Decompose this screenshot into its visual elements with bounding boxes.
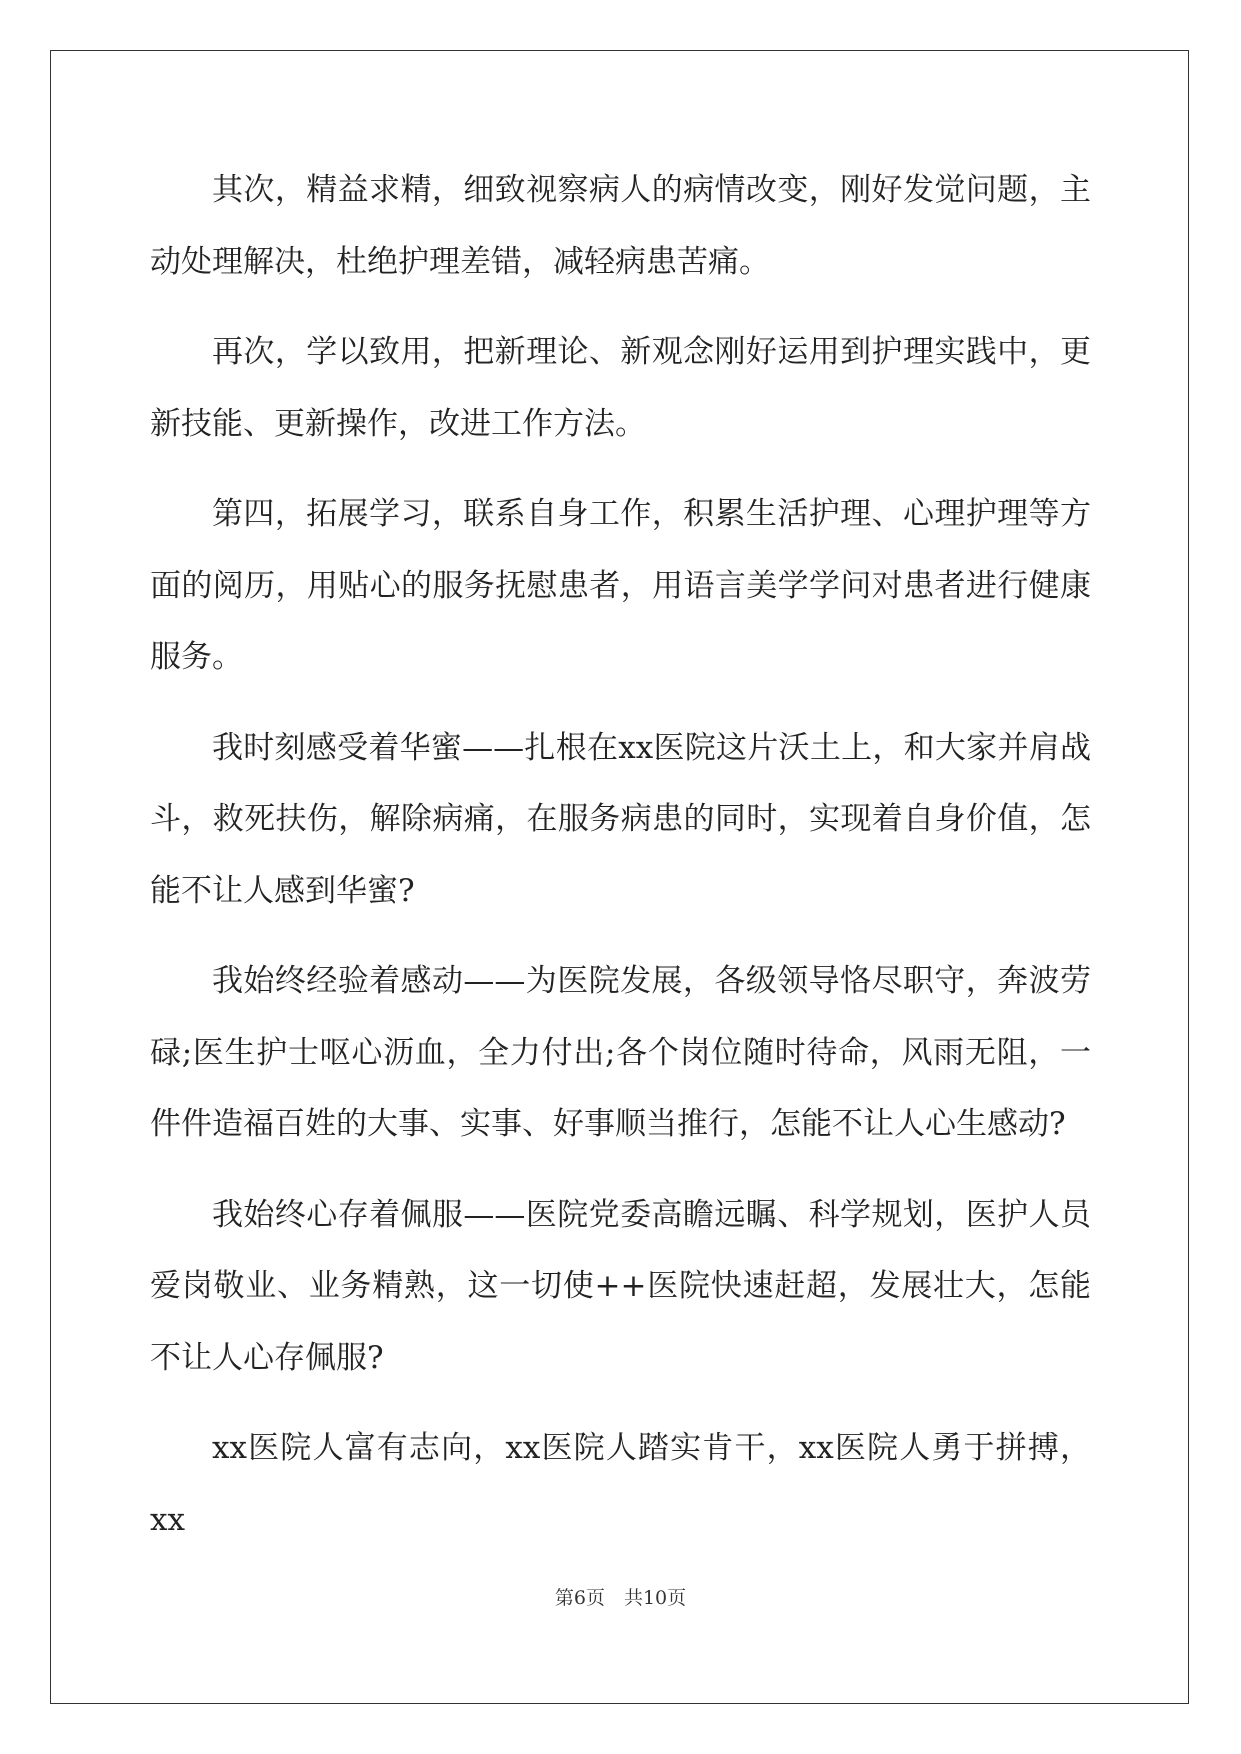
paragraph: 再次，学以致用，把新理论、新观念刚好运用到护理实践中，更新技能、更新操作，改进工作方法。 [150, 334, 1091, 442]
paragraph: 其次，精益求精，细致视察病人的病情改变，刚好发觉问题，主动处理解决，杜绝护理差错，减轻病患苦痛。 [150, 172, 1091, 280]
page-footer: 第6页 共10页 [554, 1587, 687, 1609]
paragraph: 第四，拓展学习，联系自身工作，积累生活护理、心理护理等方面的阅历，用贴心的服务抚慰患者，用语言美学学问对患者进行健康服务。 [150, 496, 1091, 675]
paragraph: 我始终心存着佩服——医院党委高瞻远瞩、科学规划，医护人员爱岗敬业、业务精熟，这一切使++医院快速赶超，发展壮大，怎能不让人心存佩服? [150, 1196, 1091, 1376]
document-body [150, 155, 1091, 1575]
paragraph: 我时刻感受着华蜜——扎根在xx医院这片沃土上，和大家并肩战斗，救死扶伤，解除病痛，在服务病患的同时，实现着自身价值，怎能不让人感到华蜜? [150, 729, 1091, 909]
paragraph: xx医院人富有志向，xx医院人踏实肯干，xx医院人勇于拼搏，xx [150, 1430, 1091, 1538]
paragraph: 我始终经验着感动——为医院发展，各级领导恪尽职守，奔波劳碌;医生护士呕心沥血，全力付出;各个岗位随时待命，风雨无阻，一件件造福百姓的大事、实事、好事顺当推行，怎能不让人心生感动? [150, 963, 1091, 1142]
